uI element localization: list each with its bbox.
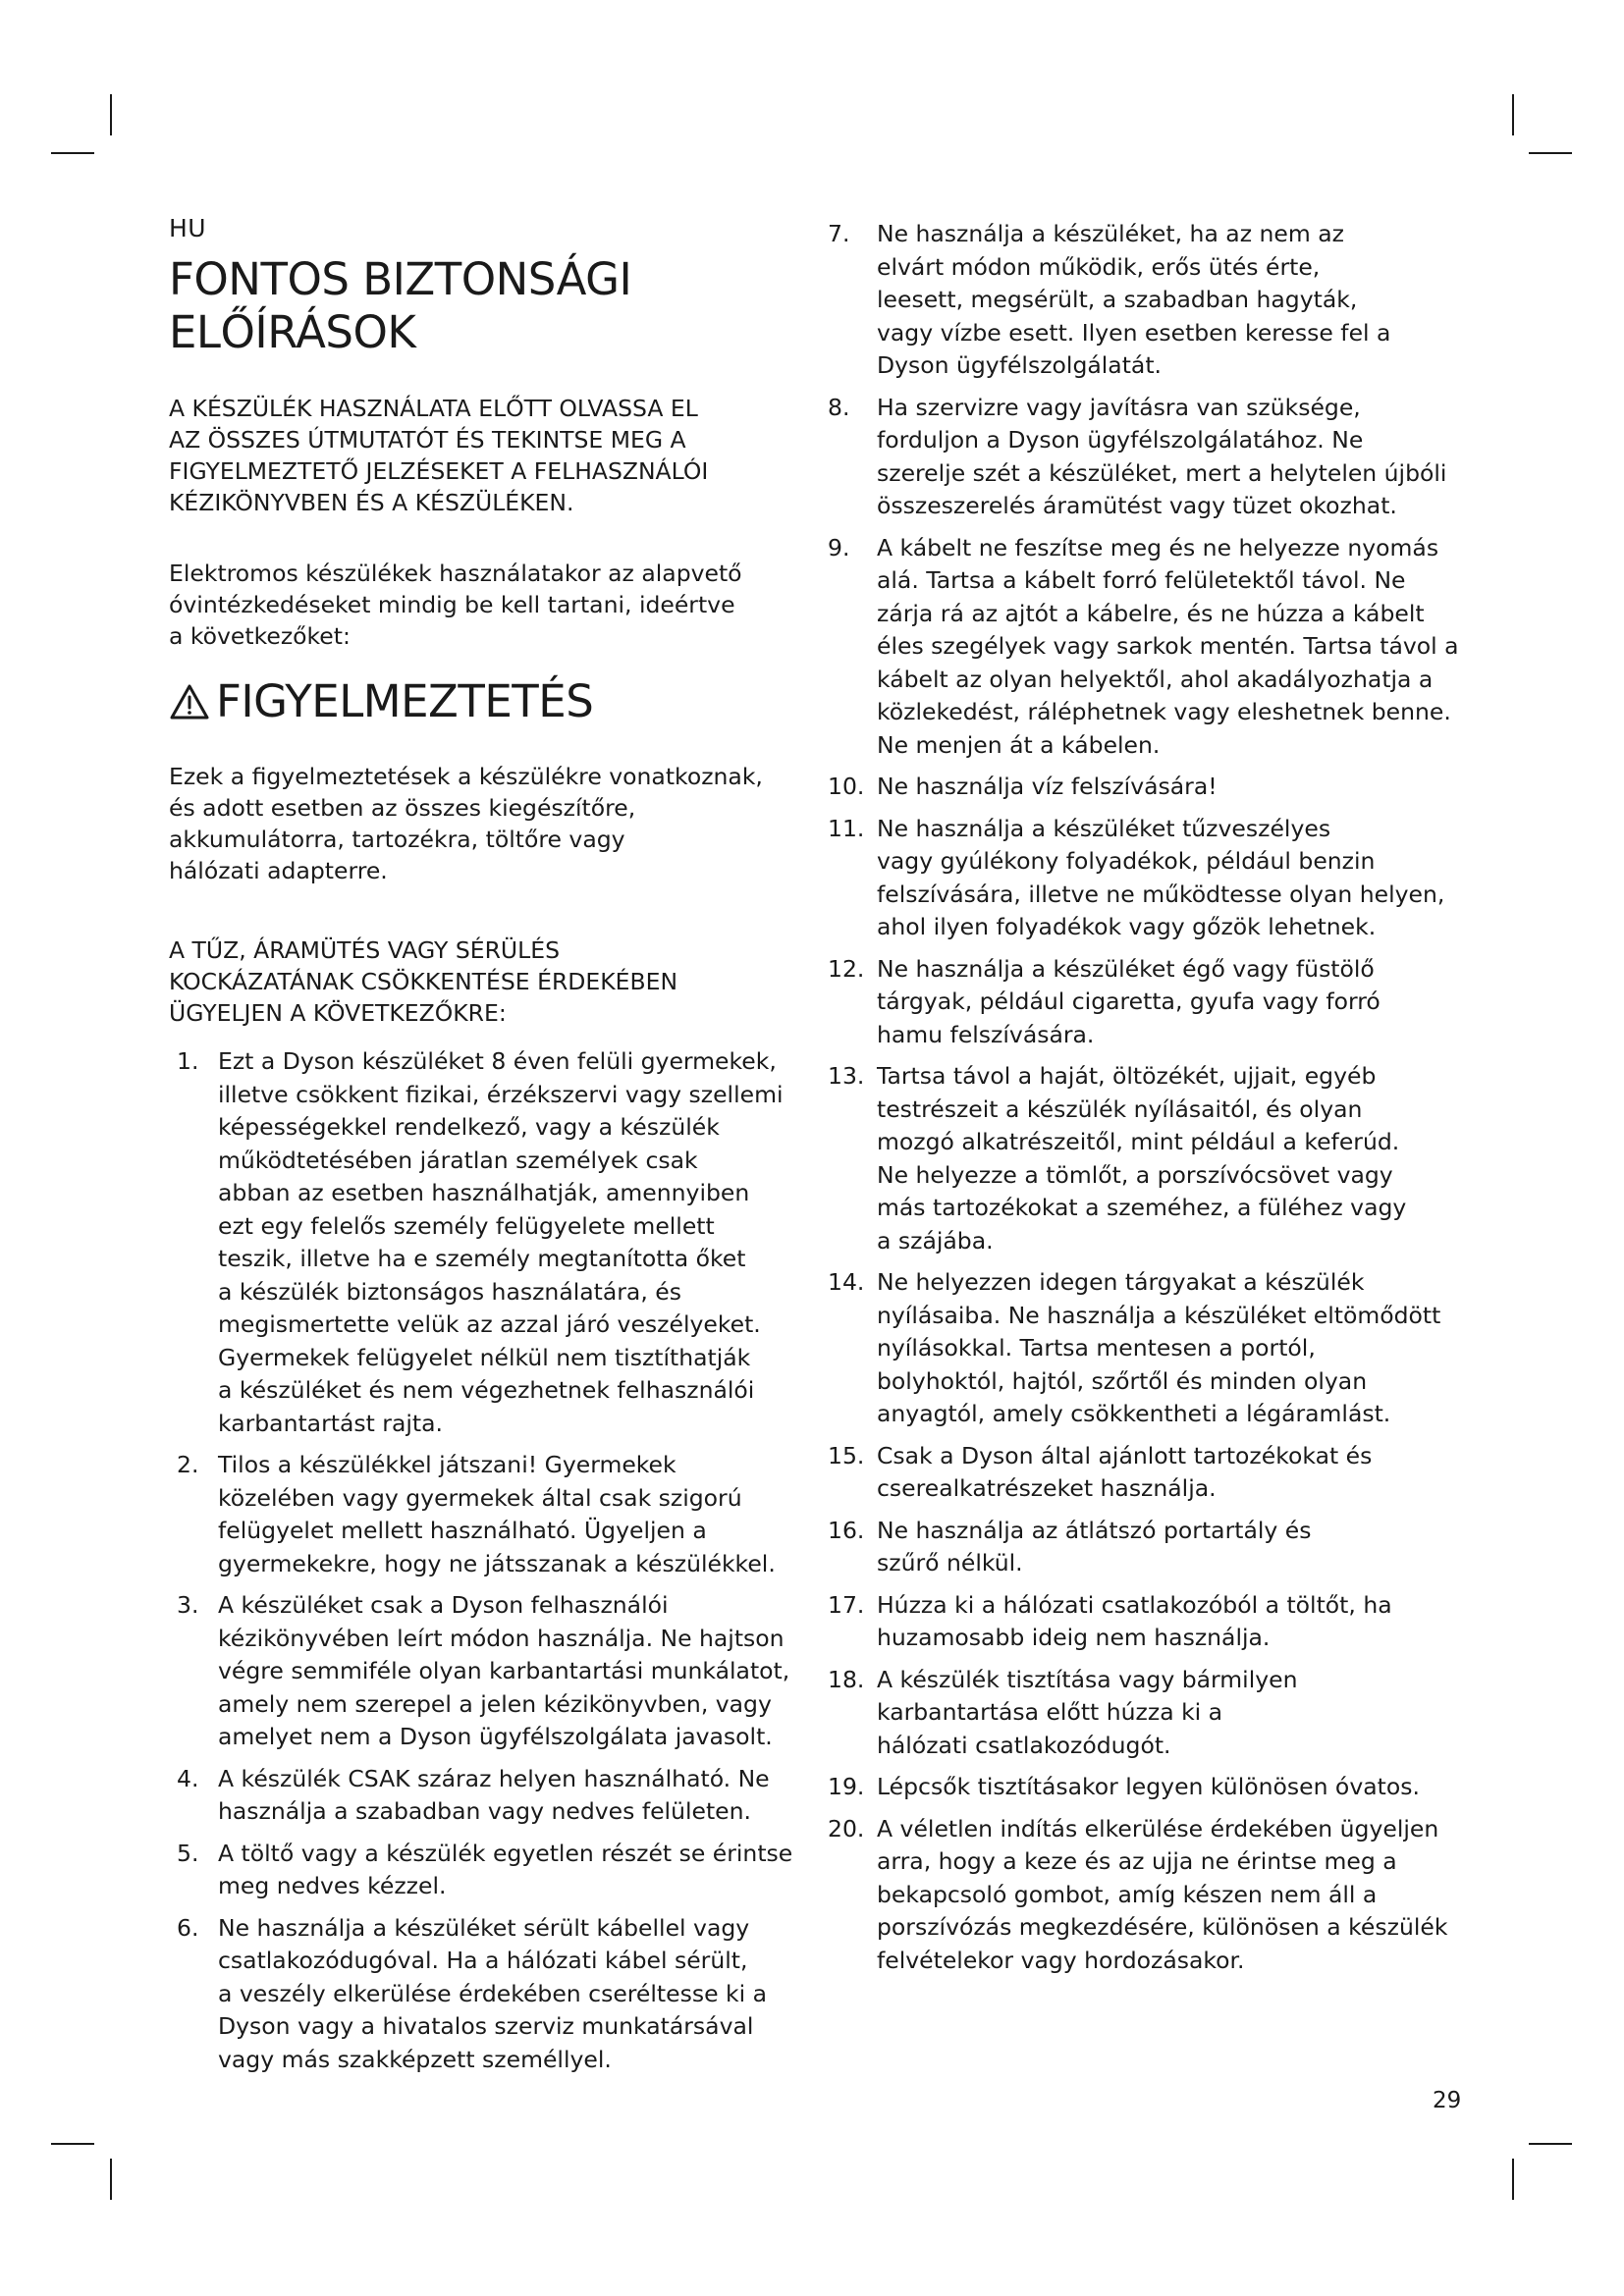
safety-item-text [218, 1912, 797, 2077]
safety-item-line: A töltő vagy a készülék egyetlen részét se érintse [218, 1839, 793, 1867]
safety-item-line: karbantartást rajta. [218, 1409, 443, 1437]
safety-item-number: 14. [828, 1268, 865, 1296]
safety-item-number: 4. [177, 1764, 199, 1792]
safety-item-line: a készülék biztonságos használatára, és [218, 1277, 681, 1306]
crop-mark [51, 2143, 94, 2145]
safety-item-number: 10. [828, 773, 865, 800]
safety-item [828, 953, 1462, 1052]
safety-item [828, 813, 1462, 944]
safety-item-line: felügyelet mellett használható. Ügyeljen a [218, 1517, 707, 1544]
safety-item-line: karbantartása előtt húzza ki a [877, 1698, 1223, 1726]
safety-item [169, 1589, 797, 1754]
safety-item-text [877, 218, 1462, 383]
paragraph-line: Ezek a figyelmeztetések a készülékre vonatkoznak, [169, 763, 763, 790]
safety-item-line: arra, hogy a keze és az ujja ne érintse meg a [877, 1847, 1397, 1875]
safety-item-line: felvételekor vagy hordozásakor. [877, 1946, 1245, 1974]
safety-item-number: 19. [828, 1773, 865, 1800]
safety-item-line: elvárt módon működik, erős ütés érte, [877, 252, 1321, 281]
safety-item [828, 1664, 1462, 1763]
safety-item [828, 1589, 1462, 1655]
risk-notice-line: ÜGYELJEN A KÖVETKEZŐKRE: [169, 999, 507, 1027]
safety-item-line: a készüléket és nem végezhetnek felhasználói [218, 1376, 755, 1404]
page-title-line: ELŐÍRÁSOK [169, 306, 416, 358]
safety-item-line: Ne használja víz felszívására! [877, 773, 1218, 800]
paragraph-line: és adott esetben az összes kiegészítőre, [169, 794, 636, 822]
safety-item-text [877, 532, 1462, 763]
safety-item [828, 218, 1462, 383]
scope-paragraph [169, 761, 797, 886]
safety-item [828, 1060, 1462, 1257]
safety-item-line: Dyson ügyfélszolgálatát. [877, 351, 1162, 379]
crop-mark [51, 152, 94, 154]
safety-item [169, 1912, 797, 2077]
safety-item-number: 8. [828, 393, 850, 421]
safety-item-text [218, 1589, 797, 1754]
safety-item-line: alá. Tartsa a kábelt forró felületektől távol. Ne [877, 566, 1406, 594]
safety-item [169, 1449, 797, 1580]
safety-item-line: Gyermekek felügyelet nélkül nem tisztíthatják [218, 1343, 751, 1371]
safety-item-number: 7. [828, 220, 850, 247]
safety-item-line: a szájába. [877, 1226, 994, 1255]
safety-item-number: 5. [177, 1839, 199, 1867]
safety-item-text [877, 953, 1462, 1052]
safety-item-line: más tartozékokat a szeméhez, a füléhez vagy [877, 1194, 1407, 1221]
safety-item-line: anyagtól, amely csökkentheti a légáramlást. [877, 1400, 1391, 1427]
safety-item-line: tárgyak, például cigaretta, gyufa vagy forró [877, 988, 1380, 1015]
safety-item-text [877, 1440, 1462, 1506]
safety-item-line: gyermekekre, hogy ne játsszanak a készülékkel. [218, 1549, 776, 1577]
safety-item-text [877, 392, 1462, 523]
safety-item-number: 18. [828, 1665, 865, 1693]
safety-item-line: bekapcsoló gombot, amíg készen nem áll a [877, 1880, 1378, 1908]
intro-notice [169, 393, 797, 518]
intro-notice-line: A KÉSZÜLÉK HASZNÁLATA ELŐTT OLVASSA EL [169, 395, 698, 422]
warning-triangle-icon [169, 683, 210, 721]
safety-item [828, 1266, 1462, 1431]
safety-item-line: ezt egy felelős személy felügyelete mellett [218, 1211, 715, 1240]
safety-item-line: testrészeit a készülék nyílásaitól, és olyan [877, 1095, 1363, 1123]
safety-item-line: meg nedves kézzel. [218, 1872, 447, 1899]
safety-item-text [877, 1060, 1462, 1257]
safety-item [828, 1515, 1462, 1580]
safety-item-line: Tartsa távol a haját, öltözékét, ujjait, egyéb [877, 1062, 1377, 1090]
crop-mark [1512, 2159, 1514, 2200]
safety-item [169, 1763, 797, 1829]
safety-item-line: Húzza ki a hálózati csatlakozóból a töltőt, ha [877, 1590, 1392, 1619]
safety-list-left [169, 1045, 797, 2085]
intro-notice-line: KÉZIKÖNYVBEN ÉS A KÉSZÜLÉKEN. [169, 489, 574, 516]
safety-item-line: huzamosabb ideig nem használja. [877, 1624, 1271, 1651]
safety-item-line: forduljon a Dyson ügyfélszolgálatához. Ne [877, 426, 1364, 454]
risk-notice-line: A TŰZ, ÁRAMÜTÉS VAGY SÉRÜLÉS [169, 936, 560, 964]
safety-item [828, 392, 1462, 523]
crop-mark [110, 94, 112, 135]
page-title-line: FONTOS BIZTONSÁGI [169, 253, 632, 305]
safety-item-line: Ha szervizre vagy javításra van szüksége, [877, 393, 1361, 421]
safety-item-text [218, 1763, 797, 1829]
safety-item-line: szerelje szét a készüléket, mert a helytelen újbóli [877, 458, 1447, 487]
safety-item-line: amely nem szerepel a jelen kézikönyvben, vagy [218, 1689, 772, 1718]
safety-item-line: közelében vagy gyermekek által csak szigorú [218, 1483, 742, 1512]
safety-item-line: Ne használja az átlátszó portartály és [877, 1516, 1312, 1544]
safety-item-line: Lépcsők tisztításakor legyen különösen óvatos. [877, 1773, 1420, 1800]
safety-item-line: összeszerelés áramütést vagy tüzet okozhat. [877, 492, 1397, 519]
safety-item-text [877, 1813, 1462, 1978]
precautions-paragraph [169, 558, 797, 652]
safety-item-text [218, 1838, 797, 1903]
safety-item-number: 16. [828, 1516, 865, 1544]
crop-mark [110, 2159, 112, 2200]
safety-item-line: A készülék tisztítása vagy bármilyen [877, 1665, 1298, 1693]
crop-mark [1529, 2143, 1572, 2145]
warning-heading [169, 675, 593, 728]
safety-item-line: vagy gyúlékony folyadékok, például benzin [877, 847, 1376, 875]
safety-item-text [877, 771, 1462, 804]
safety-item-text [877, 1515, 1462, 1580]
safety-item-line: Ne helyezze a tömlőt, a porszívócsövet vagy [877, 1160, 1393, 1189]
safety-item-line: Ne használja a készüléket sérült kábellel vagy [218, 1913, 750, 1942]
safety-item-line: Ne menjen át a kábelen. [877, 730, 1161, 759]
safety-item-line: zárja rá az ajtót a kábelre, és ne húzza a kábelt [877, 599, 1425, 627]
safety-item-line: Ezt a Dyson készüléket 8 éven felüli gyermekek, [218, 1047, 777, 1075]
safety-item-line: hálózati csatlakozódugót. [877, 1731, 1171, 1759]
safety-item-line: használja a szabadban vagy nedves felületen. [218, 1797, 751, 1825]
safety-item-number: 1. [177, 1047, 199, 1075]
safety-item-line: A készülék CSAK száraz helyen használható. Ne [218, 1764, 770, 1792]
warning-title: FIGYELMEZTETÉS [216, 675, 594, 727]
safety-item-line: bolyhoktól, hajtól, szőrtől és minden olyan [877, 1366, 1368, 1395]
safety-item-line: hamu felszívására. [877, 1020, 1095, 1048]
safety-item-number: 6. [177, 1913, 199, 1942]
safety-item-line: mozgó alkatrészeitől, mint például a keferúd. [877, 1128, 1400, 1155]
safety-item [828, 1440, 1462, 1506]
safety-item-line: képességekkel rendelkező, vagy a készülék [218, 1113, 720, 1141]
safety-item-text [218, 1045, 797, 1440]
safety-item-line: megismertette velük az azzal járó veszélyeket. [218, 1310, 761, 1338]
safety-item-line: nyílásaiba. Ne használja a készüléket eltömődött [877, 1301, 1441, 1329]
safety-item-line: éles szegélyek vagy sarkok mentén. Tartsa távol a [877, 632, 1459, 660]
safety-item-line: illetve csökkent fizikai, érzékszervi vagy szellemi [218, 1080, 784, 1108]
safety-item-line: Ne használja a készüléket tűzveszélyes [877, 814, 1331, 842]
safety-item-line: a veszély elkerülése érdekében cseréltesse ki a [218, 1979, 768, 2007]
intro-notice-line: FIGYELMEZTETŐ JELZÉSEKET A FELHASZNÁLÓI [169, 457, 709, 485]
safety-item [828, 532, 1462, 763]
safety-item-line: porszívózás megkezdésére, különösen a készülék [877, 1913, 1448, 1941]
crop-mark [1512, 94, 1514, 135]
safety-item-text [877, 1664, 1462, 1763]
risk-notice-line: KOCKÁZATÁNAK CSÖKKENTÉSE ÉRDEKÉBEN [169, 968, 678, 995]
paragraph-line: a következőket: [169, 622, 351, 650]
safety-item-line: A véletlen indítás elkerülése érdekében ügyeljen [877, 1814, 1439, 1842]
safety-item [169, 1045, 797, 1440]
safety-item-line: vagy vízbe esett. Ilyen esetben keresse fel a [877, 318, 1391, 347]
safety-item-text [877, 1589, 1462, 1655]
safety-item-line: teszik, illetve ha e személy megtanította őket [218, 1245, 746, 1272]
safety-item [828, 1813, 1462, 1978]
safety-item-line: Dyson vagy a hivatalos szerviz munkatársával [218, 2012, 754, 2040]
safety-item-line: leesett, megsérült, a szabadban hagyták, [877, 286, 1358, 313]
safety-item-number: 17. [828, 1590, 865, 1619]
safety-item-line: vagy más szakképzett személlyel. [218, 2045, 612, 2073]
safety-item-line: ahol ilyen folyadékok vagy gőzök lehetnek. [877, 913, 1377, 940]
page-title [169, 253, 797, 359]
paragraph-line: hálózati adapterre. [169, 857, 388, 884]
safety-item-line: kábelt az olyan helyektől, ahol akadályozhatja a [877, 665, 1434, 693]
safety-item-text [877, 1771, 1462, 1804]
safety-item-number: 20. [828, 1814, 865, 1842]
safety-item-line: A készüléket csak a Dyson felhasználói [218, 1591, 669, 1619]
paragraph-line: óvintézkedéseket mindig be kell tartani, ideértve [169, 591, 735, 618]
safety-item-line: A kábelt ne feszítse meg és ne helyezze nyomás [877, 533, 1439, 561]
safety-item-text [218, 1449, 797, 1580]
crop-mark [1529, 152, 1572, 154]
safety-list-right [828, 218, 1462, 1986]
safety-item-line: szűrő nélkül. [877, 1549, 1023, 1576]
safety-item-line: kézikönyvében leírt módon használja. Ne hajtson [218, 1624, 785, 1652]
risk-notice [169, 934, 797, 1029]
language-code: HU [169, 214, 207, 242]
safety-item-number: 2. [177, 1451, 199, 1478]
safety-item-text [877, 1266, 1462, 1431]
safety-item-line: közlekedést, ráléphetnek vagy eleshetnek benne. [877, 698, 1451, 725]
safety-item-line: Csak a Dyson által ajánlott tartozékokat és [877, 1441, 1373, 1469]
safety-item-line: abban az esetben használhatják, amennyiben [218, 1179, 750, 1206]
safety-item-number: 12. [828, 954, 865, 983]
safety-item-number: 13. [828, 1062, 865, 1090]
safety-item-number: 11. [828, 814, 865, 842]
safety-item-line: cserealkatrészeket használja. [877, 1474, 1217, 1502]
safety-item-line: amelyet nem a Dyson ügyfélszolgálata javasolt. [218, 1723, 773, 1750]
intro-notice-line: AZ ÖSSZES ÚTMUTATÓT ÉS TEKINTSE MEG A [169, 426, 686, 454]
page-number: 29 [1433, 2088, 1462, 2113]
paragraph-line: akkumulátorra, tartozékra, töltőre vagy [169, 826, 625, 853]
safety-item-line: Tilos a készülékkel játszani! Gyermekek [218, 1451, 677, 1478]
safety-item-line: működtetésében járatlan személyek csak [218, 1146, 698, 1174]
safety-item-line: felszívására, illetve ne működtesse olyan helyen, [877, 880, 1445, 908]
safety-item [828, 771, 1462, 804]
safety-item-line: Ne használja a készüléket égő vagy füstölő [877, 954, 1375, 983]
paragraph-line: Elektromos készülékek használatakor az alapvető [169, 560, 742, 587]
safety-item-line: Ne helyezzen idegen tárgyakat a készülék [877, 1268, 1365, 1296]
safety-item-line: nyílásokkal. Tartsa mentesen a portól, [877, 1334, 1316, 1362]
safety-item [169, 1838, 797, 1903]
safety-item-number: 15. [828, 1441, 865, 1469]
safety-item [828, 1771, 1462, 1804]
safety-item-line: Ne használja a készüléket, ha az nem az [877, 220, 1344, 247]
safety-item-line: végre semmiféle olyan karbantartási munkálatot, [218, 1657, 790, 1684]
safety-item-line: csatlakozódugóval. Ha a hálózati kábel sérült, [218, 1947, 748, 1974]
safety-item-text [877, 813, 1462, 944]
safety-item-number: 3. [177, 1591, 199, 1619]
safety-item-number: 9. [828, 533, 850, 561]
